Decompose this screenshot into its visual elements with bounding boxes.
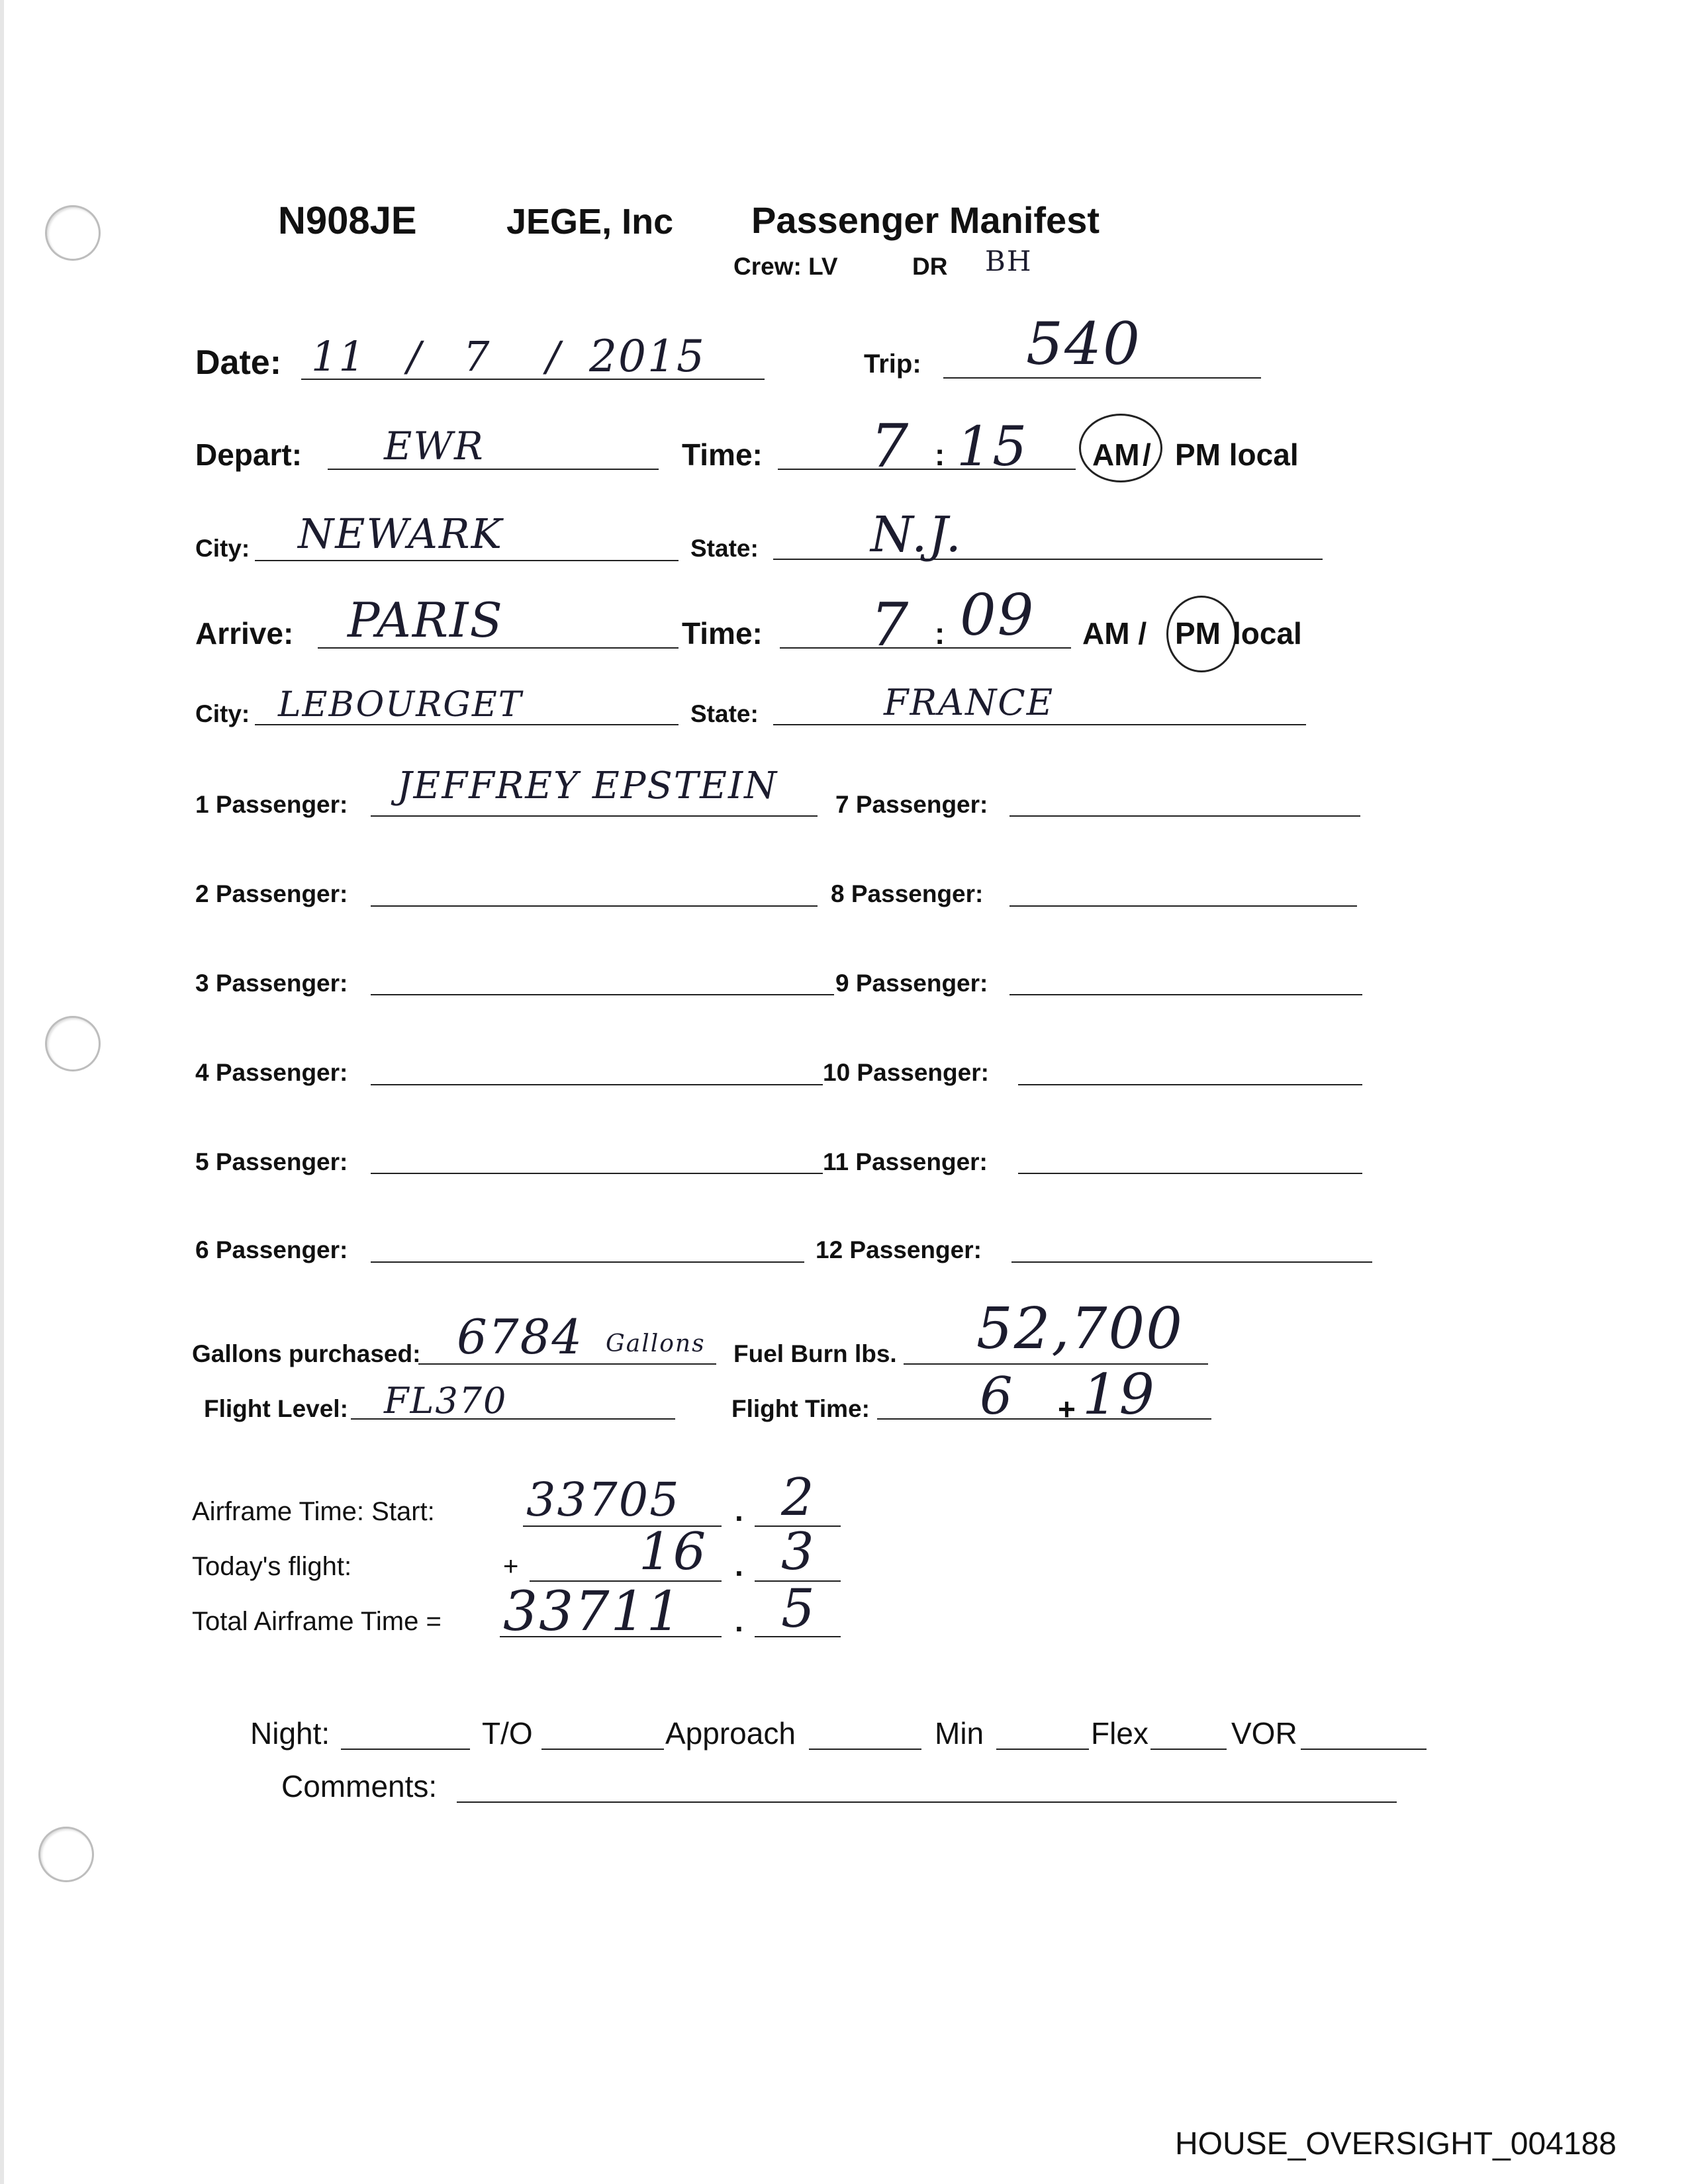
min-line [996,1749,1089,1750]
passenger-1-label: 1 Passenger: [195,791,348,818]
arrive-state-value: FRANCE [884,682,1055,723]
depart-state-value: N.J. [870,506,962,563]
arrive-am-option: AM / [1082,616,1147,651]
fuel-burn-line [904,1363,1208,1365]
depart-time-slash: / [1143,437,1151,472]
depart-time-hour: 7 [870,412,910,481]
passenger-2-line [371,905,818,907]
airframe-start-whole: 33705 [526,1473,680,1527]
passenger-4-line [371,1084,823,1085]
arrive-time-minute: 09 [960,582,1035,649]
gallons-value: 6784 [457,1309,584,1365]
passenger-7-label: 7 Passenger: [835,791,988,818]
arrive-city-value: LEBOURGET [278,685,523,725]
total-airframe-tenth: 5 [781,1578,816,1639]
gallons-label: Gallons purchased: [192,1340,421,1367]
depart-value: EWR [384,424,485,469]
depart-pm-local: PM local [1175,437,1299,472]
arrive-pm-circle [1166,596,1237,672]
depart-line [328,469,659,470]
passenger-5-label: 5 Passenger: [195,1148,348,1175]
depart-label: Depart: [195,437,303,472]
passenger-5-line [371,1173,823,1174]
todays-flight-label: Today's flight: [192,1552,352,1581]
bates-number: HOUSE_OVERSIGHT_004188 [1175,2126,1617,2161]
passenger-3-label: 3 Passenger: [195,970,348,997]
airframe-start-tenth: 2 [781,1468,816,1527]
passenger-6-label: 6 Passenger: [195,1236,348,1263]
approach-label: Approach [665,1716,796,1751]
vor-label: VOR [1231,1716,1297,1751]
airframe-start-label: Airframe Time: Start: [192,1497,435,1526]
approach-line [809,1749,921,1750]
arrive-value: PARIS [348,592,504,648]
dr-value: BH [985,245,1033,277]
passenger-7-line [1009,815,1360,817]
date-day: 7 [463,332,491,381]
todays-flight-whole: 16 [639,1522,708,1582]
depart-time-label: Time: [682,437,763,472]
passenger-11-line [1018,1173,1362,1174]
depart-time-minute: 15 [957,416,1029,478]
passenger-10-label: 10 Passenger: [823,1059,989,1086]
date-sep-2: / [546,332,561,381]
passenger-6-line [371,1261,804,1263]
flex-line [1150,1749,1227,1750]
passenger-3-line [371,994,834,995]
depart-time-line [778,469,1076,470]
todays-flight-dot: . [735,1548,743,1582]
flight-time-line [877,1418,1211,1420]
comments-line [457,1801,1397,1803]
arrive-pm-option: PM [1175,616,1221,651]
form-title: Passenger Manifest [751,199,1100,241]
fuel-burn-value: 52,700 [976,1296,1184,1362]
trip-value: 540 [1026,310,1141,378]
crew-label: Crew: LV [733,253,838,280]
punch-hole-middle [45,1016,101,1071]
passenger-8-label: 8 Passenger: [831,880,984,907]
flight-level-value: FL370 [384,1380,508,1422]
passenger-1-line [371,815,818,817]
passenger-9-line [1009,994,1362,995]
flex-label: Flex [1091,1716,1149,1751]
tail-number: N908JE [278,199,417,242]
comments-label: Comments: [281,1769,438,1803]
arrive-time-hour: 7 [870,590,910,660]
night-label: Night: [250,1716,330,1751]
arrive-state-line [773,724,1306,725]
flight-time-plus: + [1058,1392,1076,1426]
night-line [341,1749,470,1750]
depart-am-option: AM [1092,437,1140,472]
gallons-unit: Gallons [606,1330,706,1357]
depart-state-label: State: [690,535,759,562]
page-edge [0,0,4,2184]
arrive-label: Arrive: [195,616,294,651]
depart-state-line [773,559,1323,560]
punch-hole-top [45,205,101,261]
total-airframe-label: Total Airframe Time = [192,1607,442,1636]
passenger-1-value: JEFFREY EPSTEIN [397,764,778,807]
arrive-time-colon: : [935,616,945,651]
to-line [541,1749,664,1750]
passenger-11-label: 11 Passenger: [823,1148,988,1175]
passenger-12-label: 12 Passenger: [816,1236,982,1263]
flight-level-label: Flight Level: [204,1395,348,1422]
total-airframe-dot: . [735,1604,743,1638]
date-year: 2015 [589,331,706,382]
min-label: Min [935,1716,984,1751]
depart-city-line [255,560,679,561]
arrive-state-label: State: [690,700,759,727]
airframe-start-dot: . [735,1493,743,1527]
todays-flight-tenth: 3 [781,1522,816,1582]
depart-time-colon: : [935,437,945,472]
passenger-8-line [1009,905,1357,907]
todays-flight-plus: + [503,1552,519,1581]
depart-city-value: NEWARK [298,510,503,558]
arrive-time-label: Time: [682,616,763,651]
fuel-burn-label: Fuel Burn lbs. [733,1340,897,1367]
passenger-10-line [1018,1084,1362,1085]
arrive-city-label: City: [195,700,250,727]
flight-time-label: Flight Time: [731,1395,870,1422]
passenger-9-label: 9 Passenger: [835,970,988,997]
to-label: T/O [482,1716,533,1751]
punch-hole-bottom [38,1827,94,1882]
passenger-2-label: 2 Passenger: [195,880,348,907]
dr-label: DR [912,253,948,280]
company-name: JEGE, Inc [506,202,674,242]
depart-city-label: City: [195,535,250,562]
total-airframe-whole: 33711 [503,1580,682,1643]
date-label: Date: [195,343,282,382]
flight-time-minutes: 19 [1082,1362,1156,1427]
passenger-12-line [1011,1261,1372,1263]
arrive-local: local [1233,616,1302,651]
date-sep-1: / [407,332,422,381]
vor-line [1301,1749,1427,1750]
date-month: 11 [311,332,366,381]
trip-label: Trip: [864,349,921,379]
flight-time-hours: 6 [980,1367,1014,1426]
passenger-4-label: 4 Passenger: [195,1059,348,1086]
